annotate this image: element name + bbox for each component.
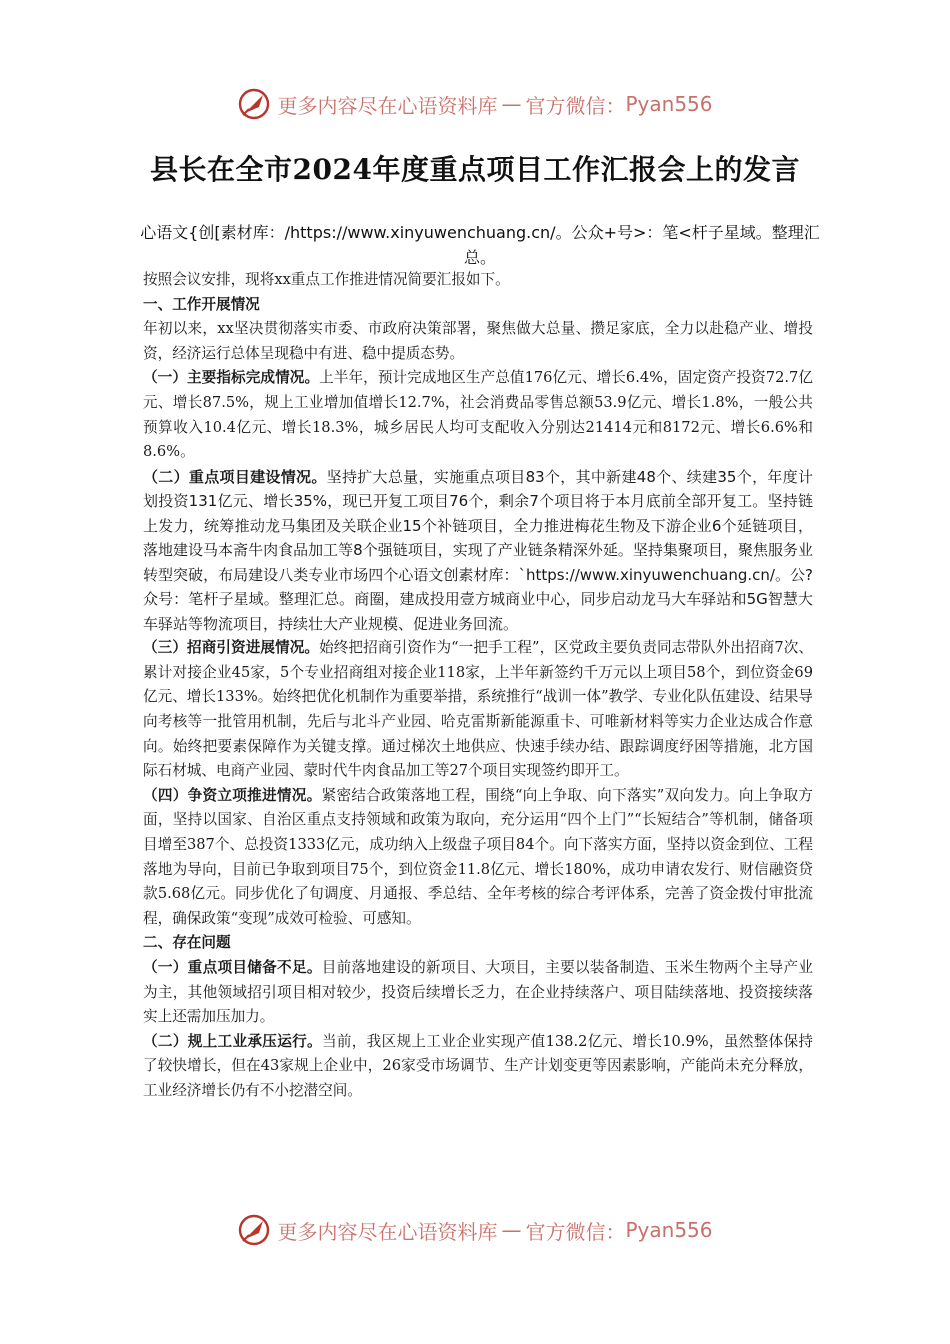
section-heading-2: 二、存在问题 xyxy=(143,934,231,952)
banner-main-text: 更多内容尽在心语资料库 xyxy=(277,1219,498,1244)
paragraph-lead: （一）重点项目储备不足。 xyxy=(143,958,322,976)
section-intro-paragraph: 年初以来，xx坚决贯彻落实市委、市政府决策部署，聚焦做大总量、攒足家底，全力以赴稳产业、增投资，经济运行总体呈现稳中有进、稳中提质态势。 xyxy=(143,320,813,362)
banner-wechat-id: Pyan556 xyxy=(625,1218,713,1242)
section-heading-1: 一、工作开展情况 xyxy=(143,295,260,313)
paragraph-lead: （一）主要指标完成情况。 xyxy=(143,369,320,387)
header-banner xyxy=(0,84,950,124)
paragraph-lead: （二）规上工业承压运行。 xyxy=(143,1032,322,1050)
paragraph-text: 当前，我区规上工业企业实现产值138.2亿元、增长10.9%，虽然整体保持了较快增长，但在43家规上企业中，26家受市场调节、生产计划变更等因素影响，产能尚未充分释放，工业经济增长仍有不小挖潜空间。 xyxy=(143,1032,813,1099)
paragraph-text: 始终把招商引资作为“一把手工程”，区党政主要负责同志带队外出招商7次、累计对接企业45家，5个专业招商组对接企业118家，上半年新签约千万元以上项目58个，到位资金69亿元、增长133%。始终把优化机制作为重要举措，系统推行“战训一体”教学、专业化队伍建设、结果导向考核等一批管用机制，先后与北斗产业园、哈克雷斯新能源重卡、可唯新材料等实力企业达成合作意向。始终把要素保障作为关键支撑。通过梯次土地供应、快速手续办结、跟踪调度纾困等措施，北方国际石材城、电商产业园、蒙时代牛肉食品加工等27个项目实现签约即开工。 xyxy=(143,639,813,780)
banner-wechat-label: 官方微信： xyxy=(525,93,626,118)
intro-paragraph: 按照会议安排，现将xx重点工作推进情况简要汇报如下。 xyxy=(143,271,510,288)
paragraph-lead: （三）招商引资进展情况。 xyxy=(143,639,320,657)
banner-wechat-label: 官方微信： xyxy=(525,1219,626,1244)
paragraph-industry-pressure xyxy=(143,1030,813,1104)
paragraph-text: 目前落地建设的新项目、大项目，主要以装备制造、玉米生物两个主导产业为主，其他领域招引项目相对较少，投资后续增长乏力，在企业持续落户、项目陆续落地、投资接续落实上还需加压加力。 xyxy=(143,958,813,1026)
paragraph-fund-projects xyxy=(143,784,813,932)
paragraph-text: 紧密结合政策落地工程，围绕“向上争取、向下落实”双向发力。向上争取方面，坚持以国家、自治区重点支持领域和政策为取向，充分运用“四个上门”“长短结合”等机制，储备项目增至387个、总投资1333亿元，成功纳入上级盘子项目84个。向下落实方面，坚持以资金到位、工程落地为导向，目前已争取到项目75个，到位资金11.8亿元、增长180%，成功申请农发行、财信融资贷款5.68亿元。同步优化了旬调度、月通报、季总结、全年考核的综合考评体系，完善了资金拨付审批流程，确保政策“变现”成效可检验、可感知。 xyxy=(143,786,813,927)
paragraph-project-reserve xyxy=(143,956,813,1030)
paragraph-text: 坚持扩大总量，实施重点项目83个，其中新建48个、续建35个，年度计划投资131亿元、增长35%，现已开复工项目76个，剩余7个项目将于本月底前全部开复工。坚持链上发力，统筹推动龙马集团及关联企业15个补链项目，全力推进梅花生物及下游企业6个延链项目，落地建设马本斋牛肉食品加工等8个强链项目，实现了产业链条精深外延。坚持集聚项目，聚焦服务业转型突破，布局建设八类专业市场四个心语文创素材库：`https://www.xinyuwenchuang.cn/。公?众号：笔杆子星域。整理汇总。商圈，建成投用壹方城商业中心，同步启动龙马大车驿站和5G智慧大车驿站等物流项目，持续壮大产业规模、促进业务回流。 xyxy=(143,467,813,633)
quill-pen-logo-icon xyxy=(237,1213,271,1247)
banner-main-text: 更多内容尽在心语资料库 xyxy=(277,93,498,118)
banner-separator: — xyxy=(501,92,522,116)
paragraph-investment-attraction xyxy=(143,636,813,784)
banner-wechat-id: Pyan556 xyxy=(625,92,713,116)
paragraph-key-projects xyxy=(143,465,813,637)
quill-pen-logo-icon xyxy=(237,87,271,121)
credit-line: 心语文{创[素材库：/https://www.xinyuwenchuang.cn/。公众+号>：笔<杆子星域。整理汇总。 xyxy=(140,223,820,267)
paragraph-lead: （四）争资立项推进情况。 xyxy=(143,786,322,804)
paragraph-indicators xyxy=(143,366,813,464)
document-body xyxy=(143,268,813,1104)
footer-banner xyxy=(0,1210,950,1250)
paragraph-text: 上半年，预计完成地区生产总值176亿元、增长6.4%，固定资产投资72.7亿元、增长87.5%，规上工业增加值增长12.7%，社会消费品零售总额53.9亿元、增长1.8%，一般公共预算收入10.4亿元、增长18.3%，城乡居民人均可支配收入分别达21414元和8172元、增长6.6%和8.6%。 xyxy=(143,369,813,461)
paragraph-lead: （二）重点项目建设情况。 xyxy=(143,467,327,486)
banner-separator: — xyxy=(501,1218,522,1242)
document-title: 县长在全市2024年度重点项目工作汇报会上的发言 xyxy=(150,153,800,186)
